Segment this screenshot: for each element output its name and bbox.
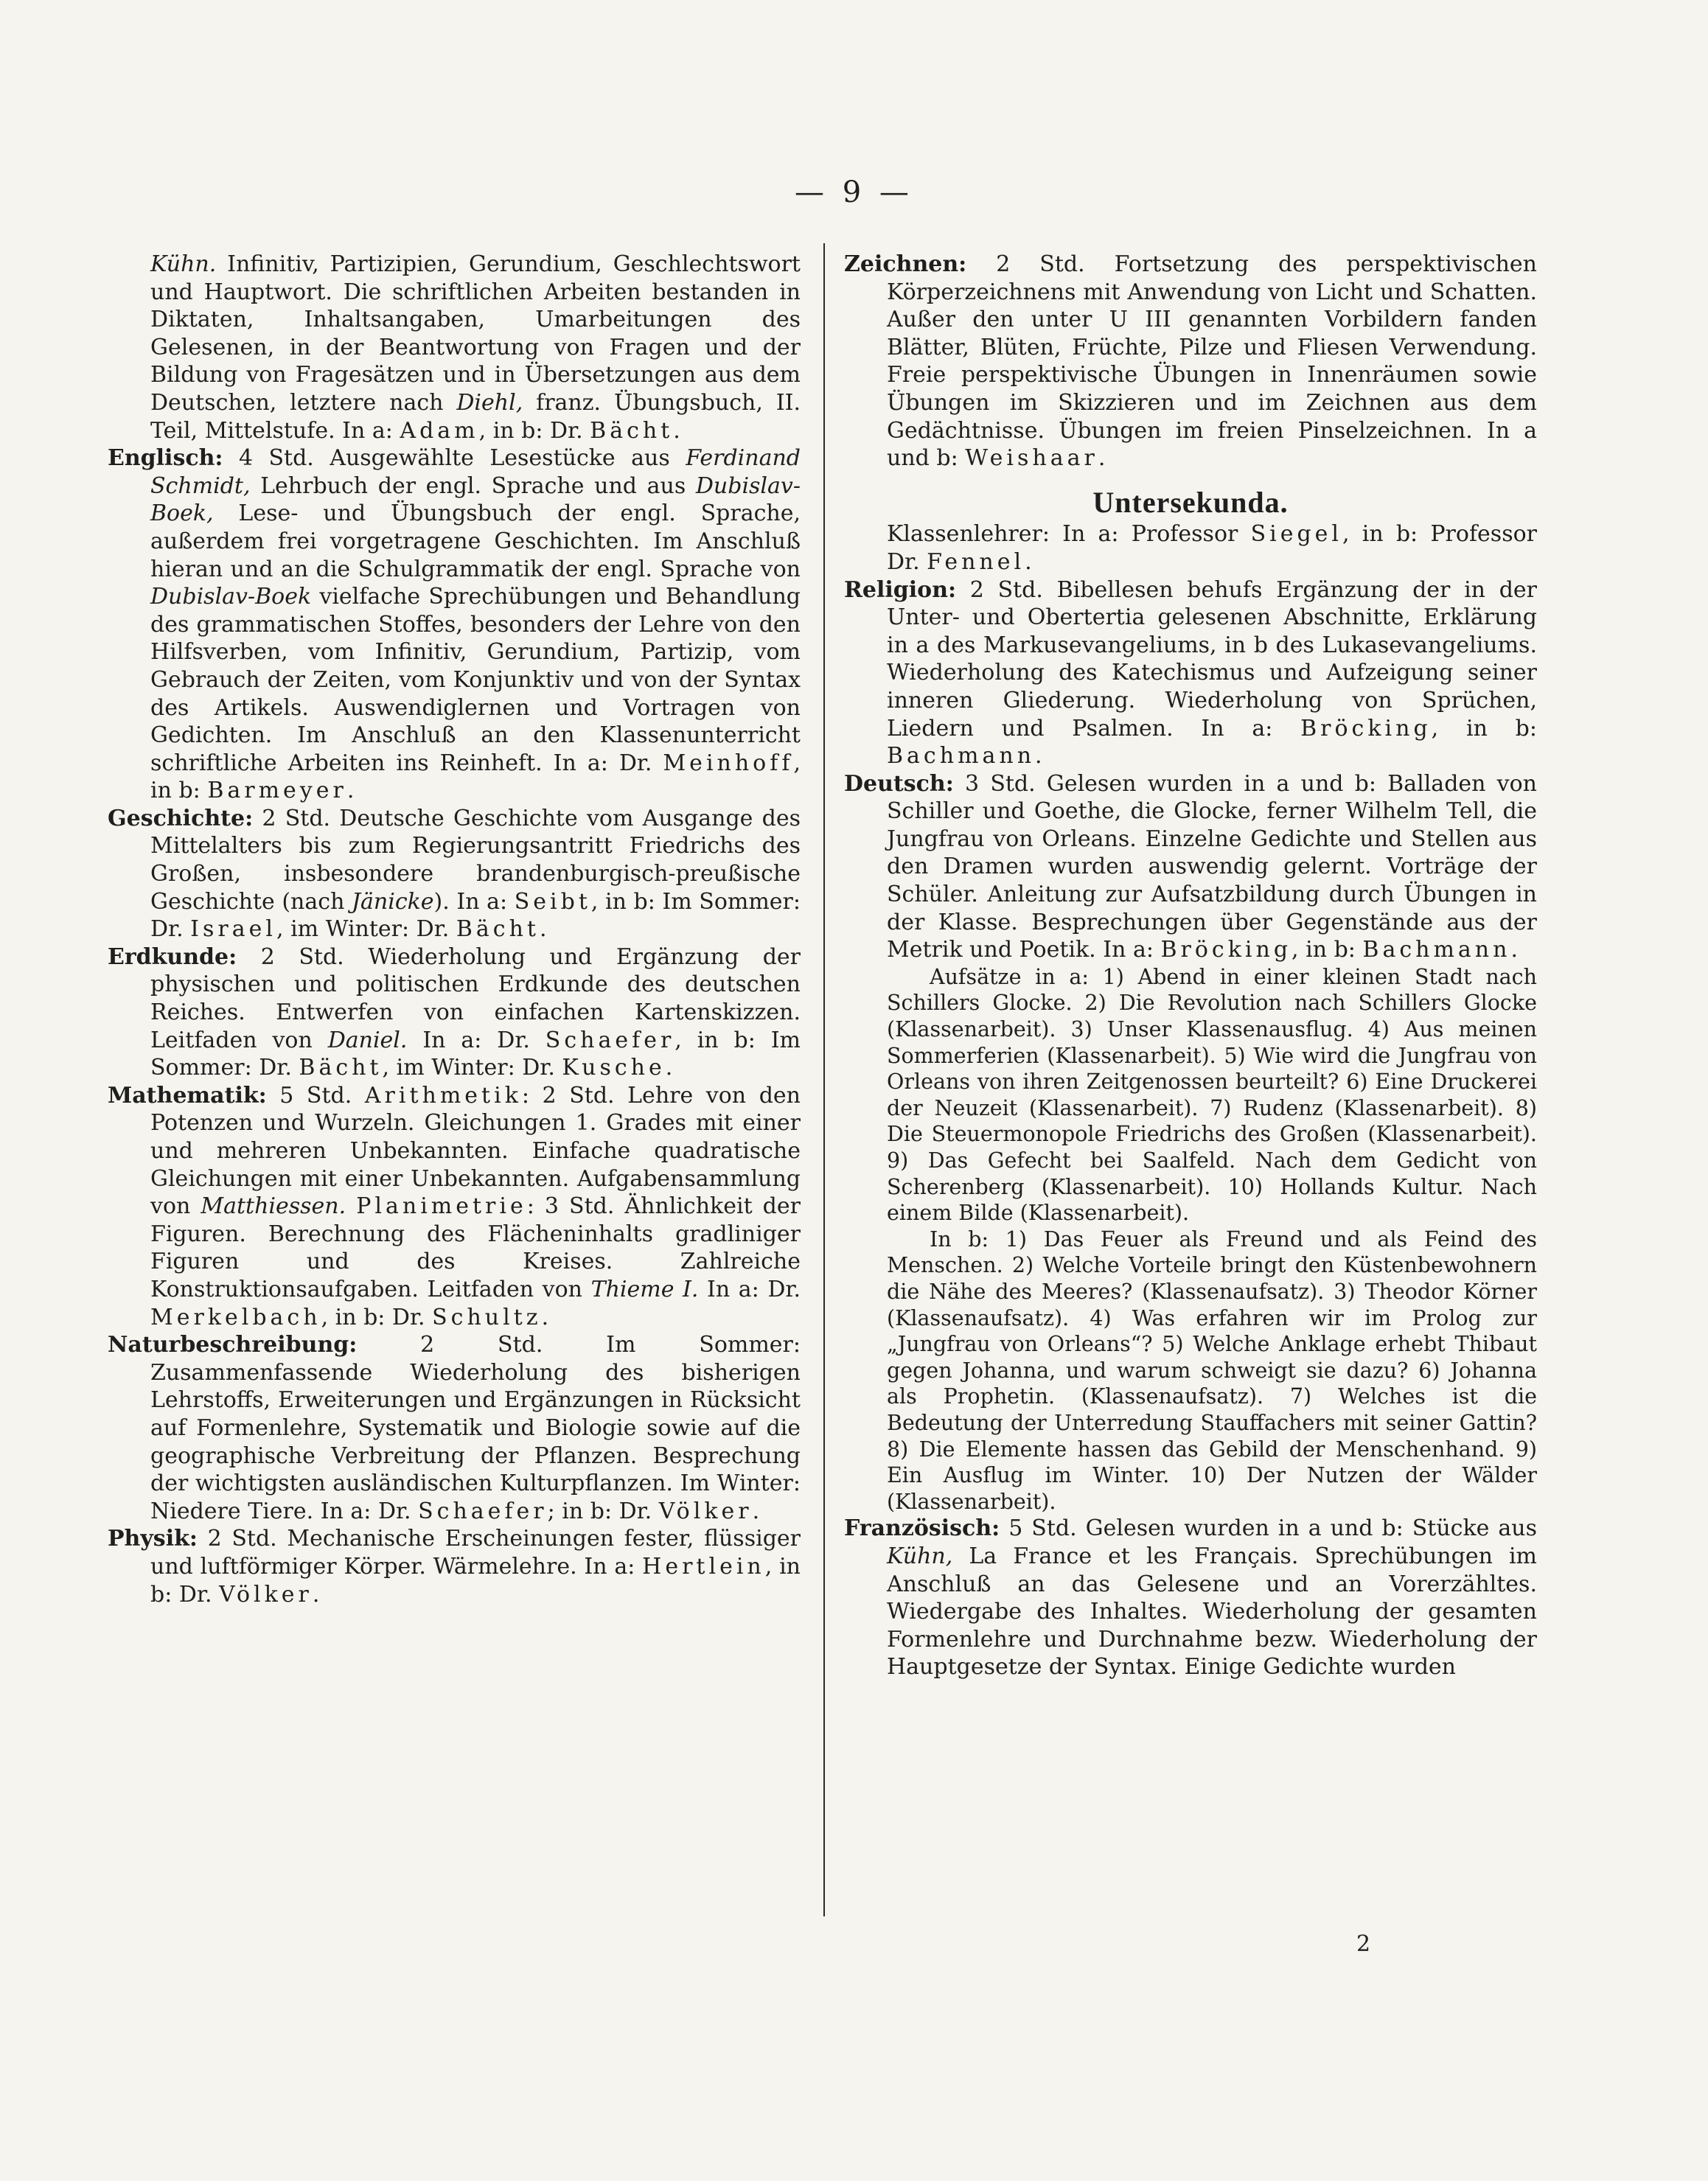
subject-label: Erdkunde: [108,943,237,970]
section-heading: Untersekunda. [1092,485,1289,519]
geschichte-section: Geschichte: 2 Std. Deutsche Geschichte vom Ausgange des Mittelalters bis zum Regierungsantritt Friedrichs des Großen, insbesondere brandenburgisch-preußische Geschichte (nach Jänicke). In a: Seibt, in b: Im Sommer: Dr. Israel, im Winter: Dr. Bächt. [108,805,801,943]
erdkunde-section: Erdkunde: 2 Std. Wiederholung und Ergänzung der physischen und politischen Erdkunde des deutschen Reiches. Entwerfen von einfachen Kartenskizzen. Leitfaden von Daniel. In a: Dr. Schaefer, in b: Im Sommer: Dr. Bächt, im Winter: Dr. Kusche. [108,943,801,1081]
subject-label: Physik: [108,1526,198,1552]
page-number: — 9 — [795,175,913,209]
subject-label: Mathematik: [108,1082,267,1109]
subject-label: Französisch: [844,1515,1000,1542]
religion-section: Religion: 2 Std. Bibellesen behufs Ergänzung der in der Unter- und Obertertia gelesenen Abschnitte, Erklärung in a des Markusevangeliums, in b des Lukasevangeliums. Wiederholung des Katechismus und Aufzeigung seiner inneren Gliederung. Wiederholung von Sprüchen, Liedern und Psalmen. In a: Bröcking, in b: Bachmann. [844,576,1537,770]
column-divider [823,243,825,1916]
naturbeschreibung-section: Naturbeschreibung: 2 Std. Im Sommer: Zusammenfassende Wiederholung des bisherigen Lehrstoffs, Erweiterungen und Ergänzungen in Rücksicht auf Formenlehre, Systematik und Biologie sowie auf die geographische Verbreitung der Pflanzen. Besprechung der wichtigsten ausländischen Kulturpflanzen. Im Winter: Niedere Tiere. In a: Dr. Schaefer; in b: Dr. Völker. [108,1332,801,1524]
right-column [844,251,1537,1681]
left-column [108,251,801,1608]
subject-label: Deutsch: [844,770,954,797]
subject-label: Religion: [844,576,957,603]
englisch-section: Englisch: 4 Std. Ausgewählte Lesestücke aus Ferdinand Schmidt, Lehrbuch der engl. Sprache und aus Dubislav-Boek, Lese- und Übungsbuch der engl. Sprache, außerdem frei vorgetragene Geschichten. Im Anschluß hieran und an die Schulgrammatik der engl. Sprache von Dubislav-Boek vielfache Sprechübungen und Behandlung des grammatischen Stoffes, besonders der Lehre von den Hilfsverben, vom Infinitiv, Gerundium, Partizip, vom Gebrauch der Zeiten, vom Konjunktiv und von der Syntax des Artikels. Auswendiglernen und Vortragen von Gedichten. Im Anschluß an den Klassenunterricht schriftliche Arbeiten ins Reinheft. In a: Dr. Meinhoff, in b: Barmeyer. [108,445,801,804]
aufsaetze-b: In b: 1) Das Feuer als Freund und als Feind des Menschen. 2) Welche Vorteile bringt den Küstenbewohnern die Nähe des Meeres? (Klassenaufsatz). 3) Theodor Körner (Klassenaufsatz). 4) Was erfahren wir im Prolog zur „Jungfrau von Orleans“? 5) Welche Anklage erhebt Thibaut gegen Johanna, und warum schweigt sie dazu? 6) Johanna als Prophetin. (Klassenaufsatz). 7) Welches ist die Bedeutung der Unterredung Stauffachers mit seiner Gattin? 8) Die Elemente hassen das Gebild der Menschenhand. 9) Ein Ausflug im Winter. 10) Der Nutzen der Wälder (Klassenarbeit). [887,1226,1537,1514]
franzoesisch-continuation: Kühn. Infinitiv, Partizipien, Gerundium, Geschlechtswort und Hauptwort. Die schriftlichen Arbeiten bestanden in Diktaten, Inhaltsangaben, Umarbeitungen des Gelesenen, in der Beantwortung von Fragen und der Bildung von Fragesätzen und in Übersetzungen aus dem Deutschen, letztere nach Diehl, franz. Übungsbuch, II. Teil, Mittelstufe. In a: Adam, in b: Dr. Bächt. [150,251,801,444]
subject-label: Geschichte: [108,805,254,831]
deutsch-section: Deutsch: 3 Std. Gelesen wurden in a und b: Balladen von Schiller und Goethe, die Glocke, ferner Wilhelm Tell, die Jungfrau von Orleans. Einzelne Gedichte und Stellen aus den Dramen wurden auswendig gelernt. Vorträge der Schüler. Anleitung zur Aufsatzbildung durch Übungen in der Klasse. Besprechungen über Gegenstände aus der Metrik und Poetik. In a: Bröcking, in b: Bachmann. [844,770,1537,963]
subject-label: Zeichnen: [844,251,967,277]
subject-label: Naturbeschreibung: [108,1332,358,1358]
subject-label: Englisch: [108,445,223,472]
physik-section: Physik: 2 Std. Mechanische Erscheinungen fester, flüssiger und luftförmiger Körper. Wärmelehre. In a: Hertlein, in b: Dr. Völker. [108,1526,801,1608]
klassenlehrer-line: Klassenlehrer: In a: Professor Siegel, in b: Professor Dr. Fennel. [887,521,1538,575]
zeichnen-section: Zeichnen: 2 Std. Fortsetzung des perspektivischen Körperzeichnens mit Anwendung von Licht und Schatten. Außer den unter U III genannten Vorbildern fanden Blätter, Blüten, Früchte, Pilze und Fliesen Verwendung. Freie perspektivische Übungen in Innenräumen sowie Übungen im Skizzieren und im Zeichnen aus dem Gedächtnisse. Übungen im freien Pinselzeichnen. In a und b: Weishaar. [844,251,1537,472]
mathematik-section: Mathematik: 5 Std. Arithmetik: 2 Std. Lehre von den Potenzen und Wurzeln. Gleichungen 1. Grades mit einer und mehreren Unbekannten. Einfache quadratische Gleichungen mit einer Unbekannten. Aufgabensammlung von Matthiessen. Planimetrie: 3 Std. Ähnlichkeit der Figuren. Berechnung des Flächeninhalts gradliniger Figuren und des Kreises. Zahlreiche Konstruktionsaufgaben. Leitfaden von Thieme I. In a: Dr. Merkelbach, in b: Dr. Schultz. [108,1082,801,1330]
signature-mark: 2 [1356,1931,1371,1957]
franzoesisch-section: Französisch: 5 Std. Gelesen wurden in a und b: Stücke aus Kühn, La France et les Français. Sprechübungen im Anschluß an das Gelesene und an Vorerzähltes. Wiedergabe des Inhaltes. Wiederholung der gesamten Formenlehre und Durchnahme bezw. Wiederholung der Hauptgesetze der Syntax. Einige Gedichte wurden [844,1515,1537,1681]
aufsaetze-a: Aufsätze in a: 1) Abend in einer kleinen Stadt nach Schillers Glocke. 2) Die Revolution nach Schillers Glocke (Klassenarbeit). 3) Unser Klassenausflug. 4) Aus meinen Sommerferien (Klassenarbeit). 5) Wie wird die Jungfrau von Orleans von ihren Zeitgenossen beurteilt? 6) Eine Druckerei der Neuzeit (Klassenarbeit). 7) Rudenz (Klassenarbeit). 8) Die Steuermonopole Friedrichs des Großen (Klassenarbeit). 9) Das Gefecht bei Saalfeld. Nach dem Gedicht von Scherenberg (Klassenarbeit). 10) Hollands Kultur. Nach einem Bilde (Klassenarbeit). [887,964,1537,1226]
